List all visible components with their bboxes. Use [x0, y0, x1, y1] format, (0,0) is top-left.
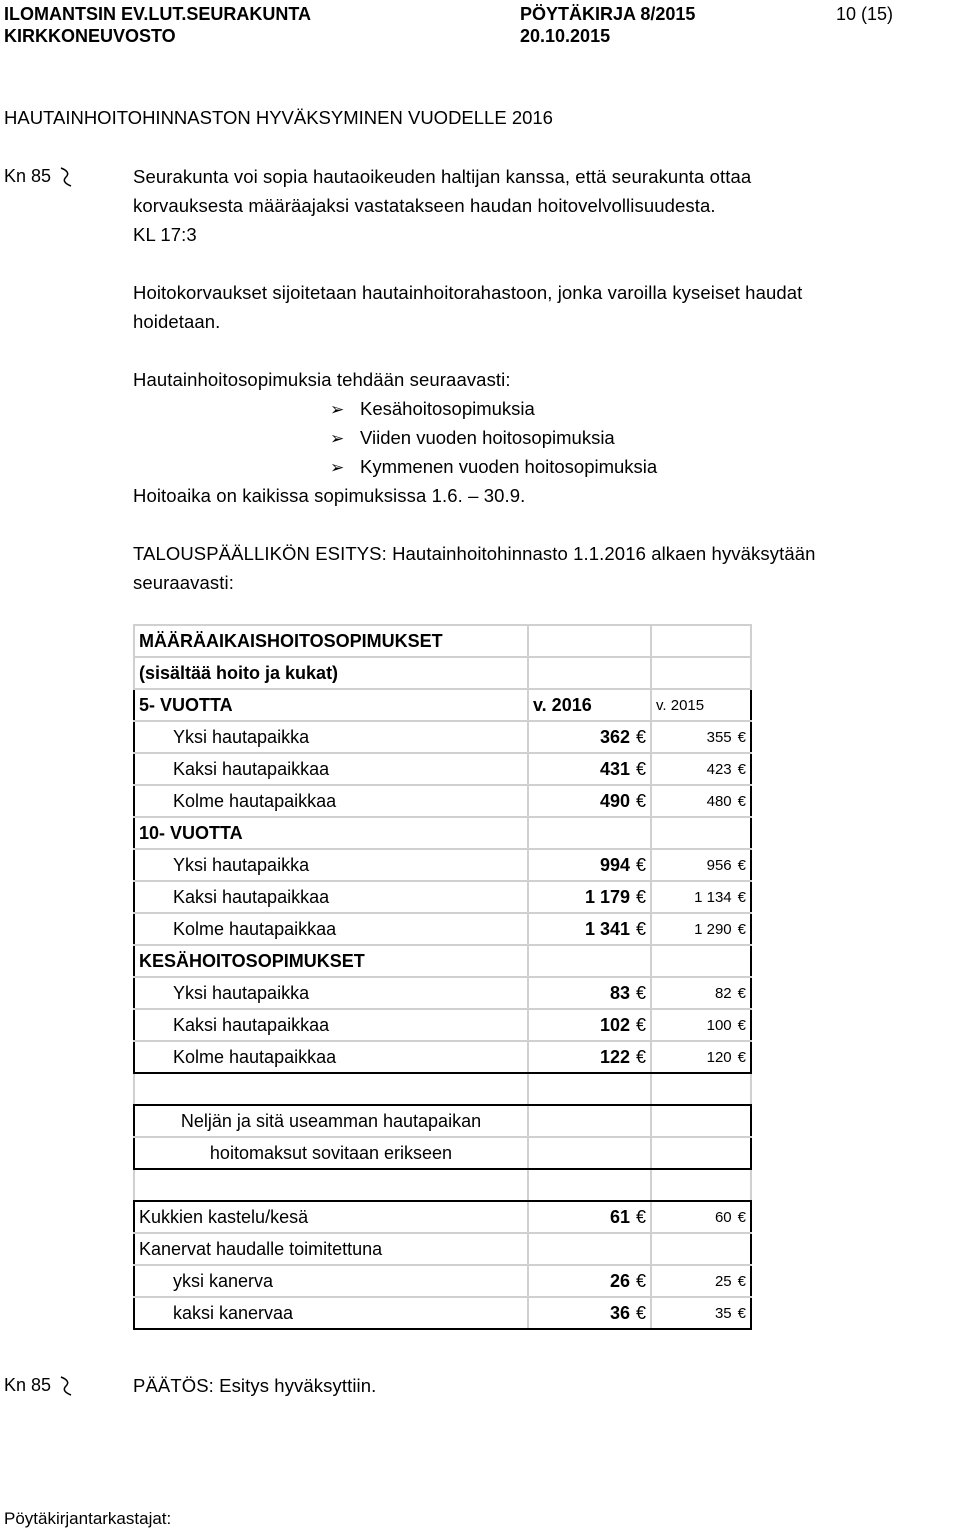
arrow-bullet-icon: ➢	[330, 400, 345, 419]
table-heading: MÄÄRÄAIKAISHOITOSOPIMUKSET	[134, 625, 528, 657]
para1-line3: KL 17:3	[133, 224, 197, 245]
fee-table	[133, 624, 752, 1330]
section-10-years: 10- VUOTTA	[134, 817, 528, 849]
table-row: Kukkien kastelu/kesä 61 € 60 €	[134, 1201, 751, 1233]
table-row: kaksi kanervaa 36 € 35 €	[134, 1297, 751, 1329]
decision-kn-label: Kn 85	[4, 1375, 73, 1397]
doc-id: PÖYTÄKIRJA 8/2015	[520, 4, 696, 24]
table-row: Kaksi hautapaikkaa 1 179 € 1 134 €	[134, 881, 751, 913]
table-row: Kolme hautapaikkaa 490 € 480 €	[134, 785, 751, 817]
para2-line1: Hoitokorvaukset sijoitetaan hautainhoitorahastoon, jonka varoilla kyseiset haudat	[133, 282, 803, 303]
para3-intro: Hautainhoitosopimuksia tehdään seuraavasti:	[133, 369, 511, 390]
section-mark-icon	[59, 1375, 73, 1397]
table-row: Yksi hautapaikka 994 € 956 €	[134, 849, 751, 881]
bullet-item: ➢ Viiden vuoden hoitosopimuksia	[330, 427, 615, 448]
para1-line2: korvauksesta määräajaksi vastatakseen haudan hoitovelvollisuudesta.	[133, 195, 716, 216]
table-row: yksi kanerva 26 € 25 €	[134, 1265, 751, 1297]
heather-title: Kanervat haudalle toimitettuna	[134, 1233, 528, 1265]
bullet-item: ➢ Kymmenen vuoden hoitosopimuksia	[330, 456, 658, 477]
page-number: 10 (15)	[836, 4, 894, 24]
section-summer: KESÄHOITOSOPIMUKSET	[134, 945, 528, 977]
bullet-item: ➢ Kesähoitosopimuksia	[330, 398, 535, 419]
org-name: ILOMANTSIN EV.LUT.SEURAKUNTA	[4, 4, 312, 24]
para2-line2: hoidetaan.	[133, 311, 221, 332]
col-header-2015: v. 2015	[651, 689, 751, 721]
body-name: KIRKKONEUVOSTO	[4, 26, 176, 46]
table-row: Yksi hautapaikka 362 € 355 €	[134, 721, 751, 753]
decision-text: PÄÄTÖS: Esitys hyväksyttiin.	[133, 1375, 377, 1396]
note-line2: hoitomaksut sovitaan erikseen	[134, 1137, 528, 1169]
table-subheading: (sisältää hoito ja kukat)	[134, 657, 528, 689]
table-row: Kolme hautapaikkaa 1 341 € 1 290 €	[134, 913, 751, 945]
section-title: HAUTAINHOITOHINNASTON HYVÄKSYMINEN VUODELLE 2016	[4, 107, 553, 128]
arrow-bullet-icon: ➢	[330, 429, 345, 448]
note-line1: Neljän ja sitä useamman hautapaikan	[134, 1105, 528, 1137]
arrow-bullet-icon: ➢	[330, 458, 345, 477]
table-row: Kaksi hautapaikkaa 431 € 423 €	[134, 753, 751, 785]
section-mark-icon	[59, 166, 73, 188]
table-row: Yksi hautapaikka 83 € 82 €	[134, 977, 751, 1009]
section-5-years: 5- VUOTTA	[134, 689, 528, 721]
doc-date: 20.10.2015	[520, 26, 611, 46]
para1-line1: Seurakunta voi sopia hautaoikeuden haltijan kanssa, että seurakunta ottaa	[133, 166, 752, 187]
footer-reviewers: Pöytäkirjantarkastajat:	[4, 1509, 172, 1528]
proposal-line2: seuraavasti:	[133, 572, 234, 593]
table-row: Kolme hautapaikkaa 122 € 120 €	[134, 1041, 751, 1073]
kn-label: Kn 85	[4, 166, 73, 188]
col-header-2016: v. 2016	[528, 689, 651, 721]
para3-end: Hoitoaika on kaikissa sopimuksissa 1.6. – 30.9.	[133, 485, 526, 506]
table-row: Kaksi hautapaikkaa 102 € 100 €	[134, 1009, 751, 1041]
proposal-line1: TALOUSPÄÄLLIKÖN ESITYS: Hautainhoitohinnasto 1.1.2016 alkaen hyväksytään	[133, 543, 816, 564]
